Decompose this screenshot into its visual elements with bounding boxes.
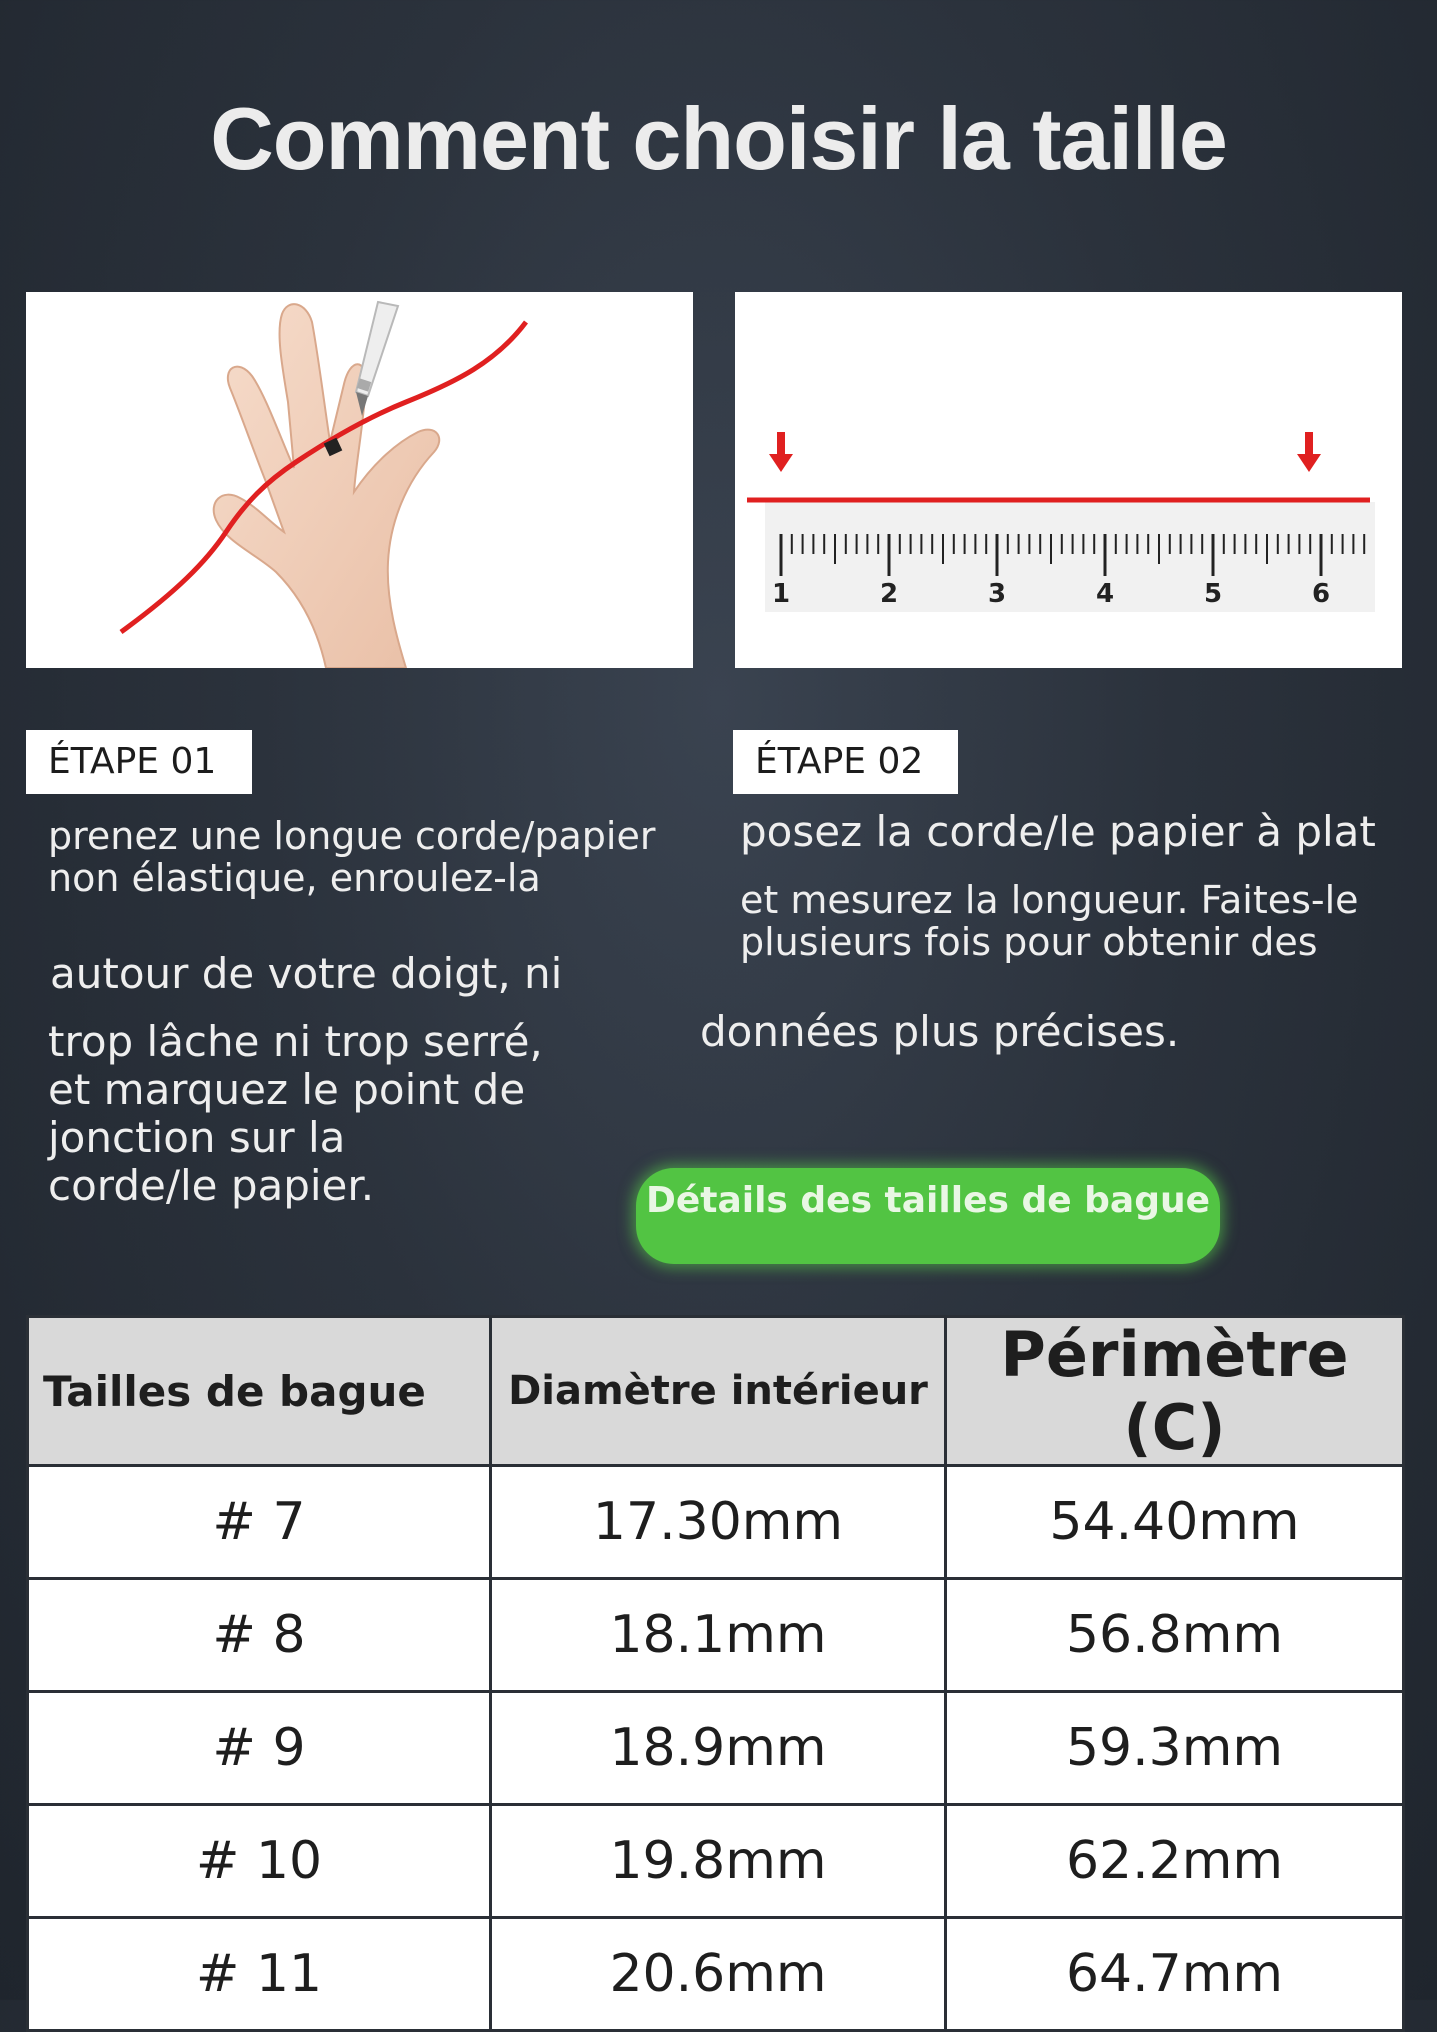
header-perimeter: Périmètre (C) xyxy=(946,1317,1404,1466)
ruler-illustration xyxy=(735,292,1402,668)
step-01-text-line: trop lâche ni trop serré, xyxy=(48,1017,543,1066)
step-02-label: ÉTAPE 02 xyxy=(733,730,958,794)
step-01-text-line: jonction sur la xyxy=(48,1113,346,1162)
ruler-tick-label: 4 xyxy=(1095,579,1115,609)
ring-size-cell: # 8 xyxy=(28,1579,491,1692)
diameter-cell: 18.1mm xyxy=(491,1579,946,1692)
details-button-label[interactable]: Détails des tailles de bague xyxy=(645,1180,1211,1221)
ruler-tick-label: 2 xyxy=(879,579,899,609)
hand-shape xyxy=(214,304,440,668)
step-01-text-line: corde/le papier. xyxy=(48,1161,375,1210)
table-header-row xyxy=(28,1317,1404,1466)
header-inner-diameter: Diamètre intérieur xyxy=(491,1317,946,1466)
table-row xyxy=(28,1579,1404,1692)
page-title: Comment choisir la taille xyxy=(210,89,1227,188)
header-ring-size: Tailles de bague xyxy=(28,1317,491,1466)
table-row xyxy=(28,1692,1404,1805)
perimeter-cell: 64.7mm xyxy=(946,1918,1404,2031)
ring-size-cell: # 11 xyxy=(28,1918,491,2031)
step-01-text-line: non élastique, enroulez-la xyxy=(48,856,541,900)
ruler-measure-image xyxy=(735,292,1402,668)
left-arrow-icon xyxy=(769,432,793,472)
step-02-text-line: posez la corde/le papier à plat xyxy=(740,807,1376,856)
perimeter-cell: 56.8mm xyxy=(946,1579,1404,1692)
ruler-body xyxy=(765,502,1375,612)
ruler-tick-label: 3 xyxy=(987,579,1007,609)
ring-size-cell: # 9 xyxy=(28,1692,491,1805)
table-row xyxy=(28,1466,1404,1579)
step-01-text-line: autour de votre doigt, ni xyxy=(50,949,563,998)
ruler-tick-label: 5 xyxy=(1203,579,1223,609)
table-row xyxy=(28,1805,1404,1918)
diameter-cell: 18.9mm xyxy=(491,1692,946,1805)
step-02-text-line: données plus précises. xyxy=(700,1007,1180,1056)
step-01-text-line: prenez une longue corde/papier xyxy=(48,814,656,858)
ring-size-cell: # 10 xyxy=(28,1805,491,1918)
perimeter-cell: 62.2mm xyxy=(946,1805,1404,1918)
ring-size-table xyxy=(26,1315,1405,2032)
table-row xyxy=(28,1918,1404,2031)
step-02-text-line: plusieurs fois pour obtenir des xyxy=(740,920,1318,964)
perimeter-cell: 59.3mm xyxy=(946,1692,1404,1805)
pen-icon xyxy=(356,302,398,416)
step-01-text-line: et marquez le point de xyxy=(48,1065,526,1114)
right-arrow-icon xyxy=(1297,432,1321,472)
diameter-cell: 20.6mm xyxy=(491,1918,946,2031)
ring-size-cell: # 7 xyxy=(28,1466,491,1579)
hand-measuring-image xyxy=(26,292,693,668)
step-02-text-line: et mesurez la longueur. Faites-le xyxy=(740,878,1359,922)
step-01-label: ÉTAPE 01 xyxy=(26,730,252,794)
diameter-cell: 17.30mm xyxy=(491,1466,946,1579)
ruler-tick-label: 1 xyxy=(771,579,791,609)
diameter-cell: 19.8mm xyxy=(491,1805,946,1918)
perimeter-cell: 54.40mm xyxy=(946,1466,1404,1579)
ruler-tick-label: 6 xyxy=(1311,579,1331,609)
hand-string-illustration xyxy=(26,292,693,668)
